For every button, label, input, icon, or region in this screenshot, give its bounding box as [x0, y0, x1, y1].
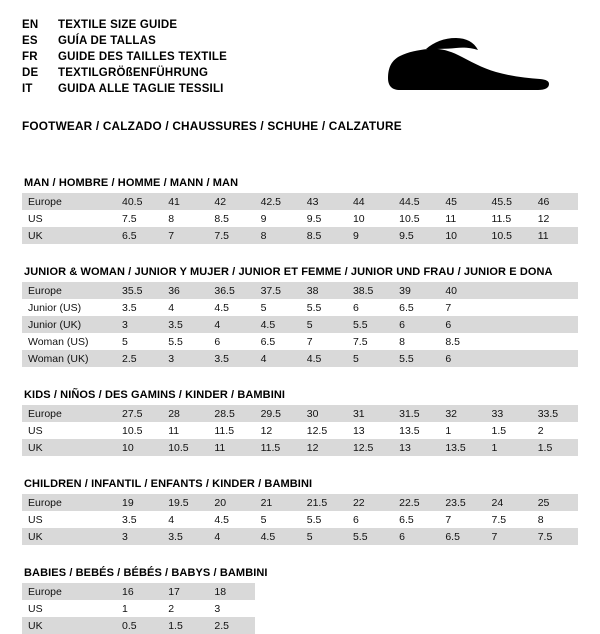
cell: 35.5 — [116, 282, 162, 299]
cell: 6 — [393, 316, 439, 333]
cell-empty — [532, 583, 578, 600]
table-row — [22, 494, 578, 511]
cell: 12.5 — [347, 439, 393, 456]
cell: 4.5 — [255, 316, 301, 333]
cell: 7.5 — [347, 333, 393, 350]
language-code: DE — [22, 67, 39, 79]
cell: 45 — [439, 193, 485, 210]
cell — [486, 350, 532, 367]
cell: 2 — [532, 422, 578, 439]
cell: 27.5 — [116, 405, 162, 422]
cell: 40 — [439, 282, 485, 299]
row-label: US — [22, 600, 116, 617]
language-code: IT — [22, 83, 33, 95]
cell: 11 — [439, 210, 485, 227]
cell: 17 — [162, 583, 208, 600]
cell: 18 — [208, 583, 254, 600]
cell-empty — [439, 617, 485, 634]
cell: 11.5 — [208, 422, 254, 439]
cell: 10.5 — [393, 210, 439, 227]
cell-empty — [347, 583, 393, 600]
cell: 8 — [162, 210, 208, 227]
cell: 19 — [116, 494, 162, 511]
cell — [532, 282, 578, 299]
cell: 4 — [208, 316, 254, 333]
section-junior-woman — [22, 266, 578, 367]
cell: 9.5 — [301, 210, 347, 227]
cell: 11 — [162, 422, 208, 439]
cell: 7.5 — [116, 210, 162, 227]
cell: 5 — [347, 350, 393, 367]
cell: 46 — [532, 193, 578, 210]
cell: 1.5 — [486, 422, 532, 439]
cell: 28 — [162, 405, 208, 422]
cell: 5.5 — [301, 511, 347, 528]
language-row — [22, 34, 227, 48]
language-title: GUÍA DE TALLAS — [58, 35, 156, 47]
cell: 5 — [255, 511, 301, 528]
cell: 7 — [486, 528, 532, 545]
cell: 11.5 — [486, 210, 532, 227]
cell: 38.5 — [347, 282, 393, 299]
cell: 42 — [208, 193, 254, 210]
section-title: KIDS / NIÑOS / DES GAMINS / KINDER / BAMBINI — [24, 389, 286, 401]
cell: 6.5 — [393, 299, 439, 316]
table-row — [22, 333, 578, 350]
cell-empty — [532, 600, 578, 617]
cell: 3 — [162, 350, 208, 367]
cell: 12 — [255, 422, 301, 439]
cell-empty — [255, 583, 301, 600]
cell: 4.5 — [208, 511, 254, 528]
cell-empty — [255, 600, 301, 617]
cell: 5 — [301, 316, 347, 333]
cell: 41 — [162, 193, 208, 210]
cell: 43 — [301, 193, 347, 210]
cell: 13 — [393, 439, 439, 456]
language-title: GUIDE DES TAILLES TEXTILE — [58, 51, 227, 63]
cell: 4.5 — [301, 350, 347, 367]
cell: 19.5 — [162, 494, 208, 511]
cell: 10.5 — [162, 439, 208, 456]
cell: 8.5 — [439, 333, 485, 350]
row-label: UK — [22, 617, 116, 634]
cell: 37.5 — [255, 282, 301, 299]
cell-empty — [347, 600, 393, 617]
cell: 40.5 — [116, 193, 162, 210]
table-row — [22, 422, 578, 439]
cell: 6.5 — [439, 528, 485, 545]
cell: 44.5 — [393, 193, 439, 210]
cell: 7 — [439, 299, 485, 316]
table-row — [22, 439, 578, 456]
cell: 28.5 — [208, 405, 254, 422]
cell: 5 — [255, 299, 301, 316]
language-title: TEXTILGRÖßENFÜHRUNG — [58, 67, 209, 79]
cell: 3 — [116, 316, 162, 333]
cell: 1 — [486, 439, 532, 456]
table-row — [22, 511, 578, 528]
cell — [486, 282, 532, 299]
cell: 3.5 — [116, 511, 162, 528]
row-label: Woman (UK) — [22, 350, 116, 367]
table-row — [22, 193, 578, 210]
cell: 44 — [347, 193, 393, 210]
cell: 12 — [532, 210, 578, 227]
cell-empty — [301, 600, 347, 617]
cell: 4 — [162, 511, 208, 528]
cell: 3.5 — [116, 299, 162, 316]
cell-empty — [347, 617, 393, 634]
cell: 31 — [347, 405, 393, 422]
table-row — [22, 282, 578, 299]
language-code: EN — [22, 19, 39, 31]
cell-empty — [439, 600, 485, 617]
cell: 45.5 — [486, 193, 532, 210]
section-title: BABIES / BEBÉS / BÉBÉS / BABYS / BAMBINI — [24, 567, 268, 579]
cell: 36.5 — [208, 282, 254, 299]
cell: 0.5 — [116, 617, 162, 634]
cell: 10.5 — [116, 422, 162, 439]
cell-empty — [486, 617, 532, 634]
table-row — [22, 299, 578, 316]
cell: 12.5 — [301, 422, 347, 439]
cell: 31.5 — [393, 405, 439, 422]
cell: 32 — [439, 405, 485, 422]
table-row — [22, 405, 578, 422]
cell: 3.5 — [208, 350, 254, 367]
cell: 3 — [116, 528, 162, 545]
row-label: Junior (UK) — [22, 316, 116, 333]
cell: 1.5 — [532, 439, 578, 456]
section-man — [22, 177, 578, 244]
cell: 6 — [439, 316, 485, 333]
cell: 5.5 — [347, 316, 393, 333]
size-table-children — [22, 494, 578, 545]
size-table-junior-woman — [22, 282, 578, 367]
cell: 6.5 — [393, 511, 439, 528]
language-code: FR — [22, 51, 38, 63]
cell: 8.5 — [301, 227, 347, 244]
cell — [486, 299, 532, 316]
row-label: UK — [22, 227, 116, 244]
cell: 7.5 — [208, 227, 254, 244]
size-table-man — [22, 193, 578, 244]
cell: 6 — [393, 528, 439, 545]
section-children — [22, 478, 578, 545]
cell: 11 — [532, 227, 578, 244]
cell: 1 — [116, 600, 162, 617]
cell: 4 — [255, 350, 301, 367]
cell: 33 — [486, 405, 532, 422]
cell — [486, 333, 532, 350]
cell: 8 — [393, 333, 439, 350]
cell: 12 — [301, 439, 347, 456]
row-label: Europe — [22, 583, 116, 600]
cell-empty — [486, 600, 532, 617]
cell-empty — [301, 583, 347, 600]
cell: 29.5 — [255, 405, 301, 422]
cell: 1.5 — [162, 617, 208, 634]
language-code: ES — [22, 35, 38, 47]
cell: 22 — [347, 494, 393, 511]
row-label: Europe — [22, 405, 116, 422]
cell: 1 — [439, 422, 485, 439]
cell: 25 — [532, 494, 578, 511]
row-label: US — [22, 422, 116, 439]
cell: 2 — [162, 600, 208, 617]
cell: 5.5 — [347, 528, 393, 545]
cell-empty — [393, 617, 439, 634]
cell: 10 — [347, 210, 393, 227]
cell: 7.5 — [532, 528, 578, 545]
cell: 9 — [347, 227, 393, 244]
table-row — [22, 528, 578, 545]
cell: 33.5 — [532, 405, 578, 422]
section-title: MAN / HOMBRE / HOMME / MANN / MAN — [24, 177, 239, 189]
cell — [486, 316, 532, 333]
cell — [532, 299, 578, 316]
cell: 11 — [208, 439, 254, 456]
section-title: JUNIOR & WOMAN / JUNIOR Y MUJER / JUNIOR ET FEMME / JUNIOR UND FRAU / JUNIOR E DONA — [24, 266, 553, 278]
language-title: GUIDA ALLE TAGLIE TESSILI — [58, 83, 224, 95]
cell: 6 — [347, 299, 393, 316]
cell: 8.5 — [208, 210, 254, 227]
cell: 3.5 — [162, 316, 208, 333]
document-header — [22, 18, 578, 101]
row-label: Europe — [22, 494, 116, 511]
cell: 24 — [486, 494, 532, 511]
cell: 5.5 — [393, 350, 439, 367]
cell: 39 — [393, 282, 439, 299]
cell: 13.5 — [393, 422, 439, 439]
cell-empty — [439, 583, 485, 600]
cell: 10.5 — [486, 227, 532, 244]
row-label: Europe — [22, 282, 116, 299]
cell-empty — [301, 617, 347, 634]
language-title: TEXTILE SIZE GUIDE — [58, 19, 178, 31]
table-row — [22, 350, 578, 367]
cell — [532, 350, 578, 367]
cell: 2.5 — [116, 350, 162, 367]
row-label: US — [22, 511, 116, 528]
cell: 5 — [301, 528, 347, 545]
cell: 13 — [347, 422, 393, 439]
table-row — [22, 583, 578, 600]
cell: 22.5 — [393, 494, 439, 511]
cell: 7 — [162, 227, 208, 244]
cell: 3.5 — [162, 528, 208, 545]
dress-shoe-icon — [382, 34, 552, 101]
table-row — [22, 316, 578, 333]
cell: 36 — [162, 282, 208, 299]
cell: 23.5 — [439, 494, 485, 511]
cell: 6 — [439, 350, 485, 367]
cell-empty — [393, 583, 439, 600]
size-table-kids — [22, 405, 578, 456]
cell: 21.5 — [301, 494, 347, 511]
cell: 7 — [439, 511, 485, 528]
table-row — [22, 617, 578, 634]
table-row — [22, 600, 578, 617]
cell-empty — [255, 617, 301, 634]
table-row — [22, 210, 578, 227]
cell: 2.5 — [208, 617, 254, 634]
cell: 6.5 — [255, 333, 301, 350]
row-label: Woman (US) — [22, 333, 116, 350]
section-kids — [22, 389, 578, 456]
cell: 8 — [532, 511, 578, 528]
section-title: CHILDREN / INFANTIL / ENFANTS / KINDER / BAMBINI — [24, 478, 313, 490]
cell: 30 — [301, 405, 347, 422]
cell — [532, 316, 578, 333]
cell: 4 — [208, 528, 254, 545]
cell: 9.5 — [393, 227, 439, 244]
cell: 42.5 — [255, 193, 301, 210]
language-title-list — [22, 18, 227, 96]
table-row — [22, 227, 578, 244]
page-subtitle: FOOTWEAR / CALZADO / CHAUSSURES / SCHUHE / CALZATURE — [22, 119, 402, 133]
section-babies — [22, 567, 578, 634]
row-label: UK — [22, 528, 116, 545]
cell-empty — [393, 600, 439, 617]
cell: 7 — [301, 333, 347, 350]
cell: 4.5 — [255, 528, 301, 545]
cell-empty — [486, 583, 532, 600]
cell: 5 — [116, 333, 162, 350]
cell: 4 — [162, 299, 208, 316]
cell: 6.5 — [116, 227, 162, 244]
cell: 10 — [116, 439, 162, 456]
cell: 13.5 — [439, 439, 485, 456]
cell: 38 — [301, 282, 347, 299]
size-table-babies — [22, 583, 578, 634]
cell: 21 — [255, 494, 301, 511]
cell: 10 — [439, 227, 485, 244]
language-row — [22, 66, 227, 80]
cell: 8 — [255, 227, 301, 244]
row-label: Europe — [22, 193, 116, 210]
language-row — [22, 82, 227, 96]
cell: 3 — [208, 600, 254, 617]
language-row — [22, 18, 227, 32]
cell: 6 — [347, 511, 393, 528]
row-label: US — [22, 210, 116, 227]
cell: 7.5 — [486, 511, 532, 528]
cell: 6 — [208, 333, 254, 350]
cell: 16 — [116, 583, 162, 600]
cell: 5.5 — [301, 299, 347, 316]
cell: 20 — [208, 494, 254, 511]
cell: 4.5 — [208, 299, 254, 316]
cell: 11.5 — [255, 439, 301, 456]
cell — [532, 333, 578, 350]
cell-empty — [532, 617, 578, 634]
cell: 9 — [255, 210, 301, 227]
row-label: Junior (US) — [22, 299, 116, 316]
row-label: UK — [22, 439, 116, 456]
cell: 5.5 — [162, 333, 208, 350]
language-row — [22, 50, 227, 64]
